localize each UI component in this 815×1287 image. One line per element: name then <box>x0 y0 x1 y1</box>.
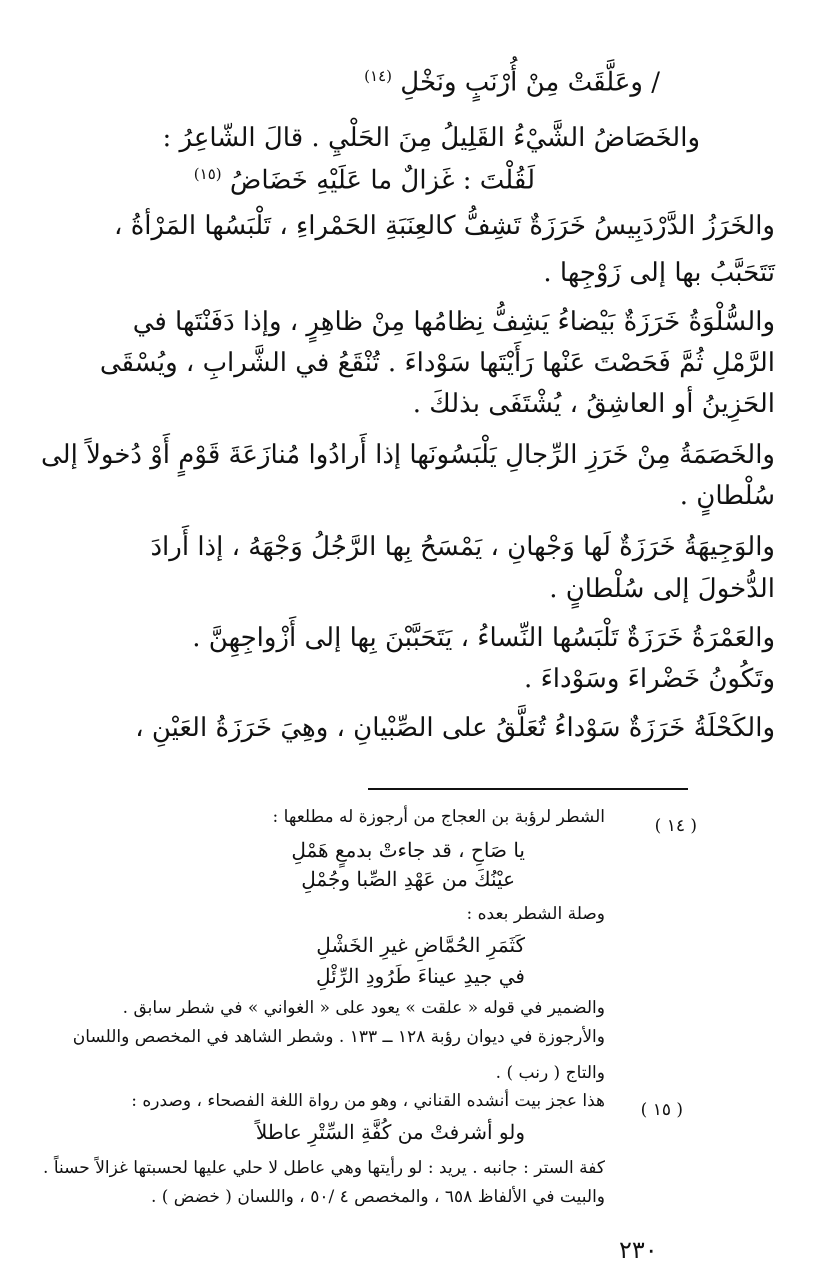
paragraph-line: والخَرَزُ الدَّرْدَبِيسُ خَرَزَةٌ تَشِفُّ كالعِنَبَةِ الحَمْراءِ ، تَلْبَسُها المَرْأةُ ، <box>114 211 775 241</box>
paragraph-line: سُلْطانٍ . <box>679 481 775 511</box>
footnote-verse: عيْنُكَ من عَهْدِ الصِّبا وجُمْلِ <box>301 867 515 891</box>
verse-text: / وعَلَّقَتْ مِنْ أُرْنَبٍ ونَخْلِ <box>400 67 660 98</box>
paragraph-line: وتَكُونُ خَضْراءَ وسَوْداءَ . <box>524 664 775 694</box>
footnote-verse: كَثَمَرِ الحُمَّاضِ غيرِ الخَشْلِ <box>316 933 525 957</box>
footnote-verse: ولو أشرفتْ من كُفَّةِ السِّتْرِ عاطلاً <box>255 1120 525 1144</box>
footnote-text: والتاج ( رنب ) . <box>495 1063 605 1083</box>
footnote-label-15: ( ١٥ ) <box>640 1100 683 1120</box>
footnote-text: والأرجوزة في ديوان رؤبة ١٢٨ ــ ١٣٣ . وشطر الشاهد في المخصص واللسان <box>72 1027 605 1047</box>
footnote-text: وصلة الشطر بعده : <box>466 904 605 924</box>
paragraph-line: والكَحْلَةُ خَرَزَةٌ سَوْداءُ تُعَلَّقُ على الصِّبْيانِ ، وهِيَ خَرَزَةُ العَيْنِ ، <box>135 713 775 743</box>
footnote-label-14: ( ١٤ ) <box>654 816 697 836</box>
paragraph-line: والسُّلْوَةُ خَرَزَةٌ بَيْضاءُ يَشِفُّ نِظامُها مِنْ ظاهِرٍ ، وإذا دَفَنْتَها في <box>132 307 775 337</box>
footnote-text: هذا عجز بيت أنشده القناني ، وهو من رواة اللغة الفصحاء ، وصدره : <box>131 1091 605 1111</box>
footnote-ref-14[interactable]: (١٤) <box>364 67 393 85</box>
paragraph-line: الحَزِينُ أو العاشِقُ ، يُشْتَفَى بذلكَ . <box>412 389 775 419</box>
paragraph-line: تَتَحَبَّبُ بها إلى زَوْجِها . <box>543 258 775 288</box>
verse-line-15 <box>194 156 535 199</box>
footnote-text: والبيت في الألفاظ ٦٥٨ ، والمخصص ٤ /٥٠ ، واللسان ( خضض ) . <box>150 1187 605 1207</box>
footnote-text: الشطر لرؤبة بن العجاج من أرجوزة له مطلعها : <box>272 807 605 827</box>
paragraph-line: الرَّمْلِ ثُمَّ فَحَصْتَ عَنْها رَأَيْتَها سَوْداءَ . تُنْقَعُ في الشَّرابِ ، ويُسْقَى <box>99 348 775 378</box>
verse-text: لَقُلْتَ : غَزالٌ ما عَلَيْهِ خَضَاضُ <box>229 165 535 196</box>
footnote-verse: في جيدِ عيناءَ طَرُودِ الرِّئْلِ <box>316 964 525 988</box>
footnote-verse: يا صَاحِ ، قد جاءتْ بدمعٍ هَمْلِ <box>291 838 525 862</box>
paragraph-line: والوَجِيهَةُ خَرَزَةٌ لَها وَجْهانِ ، يَمْسَحُ بِها الرَّجُلُ وَجْهَهُ ، إذا أَرادَ <box>150 532 775 562</box>
verse-line-14 <box>364 58 660 101</box>
page-number: ٢٣٠ <box>619 1236 658 1264</box>
paragraph-line: الدُّخولَ إلى سُلْطانٍ . <box>549 574 775 604</box>
paragraph-line: والخَصَمَةُ مِنْ خَرَزِ الرِّجالِ يَلْبَسُونَها إذا أَرادُوا مُنازَعَةَ قَوْمٍ أَوْ دُخولاً إلى <box>41 440 775 470</box>
footnote-text: كفة الستر : جانبه . يريد : لو رأيتها وهي عاطل لا حلي عليها لحسبتها غزالاً حسناً . <box>43 1158 605 1178</box>
footnote-divider <box>368 788 688 790</box>
footnote-ref-15[interactable]: (١٥) <box>193 165 222 183</box>
paragraph-line: والعَمْرَةُ خَرَزَةٌ تَلْبَسُها النِّساءُ ، يَتَحَبَّبْنَ بِها إلى أَزْواجِهِنَّ . <box>192 623 775 653</box>
footnote-text: والضمير في قوله « علقت » يعود على « الغواني » في شطر سابق . <box>122 998 605 1018</box>
text-line: والخَصَاضُ الشَّيْءُ القَلِيلُ مِنَ الحَلْيِ . قالَ الشّاعِرُ : <box>162 123 700 153</box>
